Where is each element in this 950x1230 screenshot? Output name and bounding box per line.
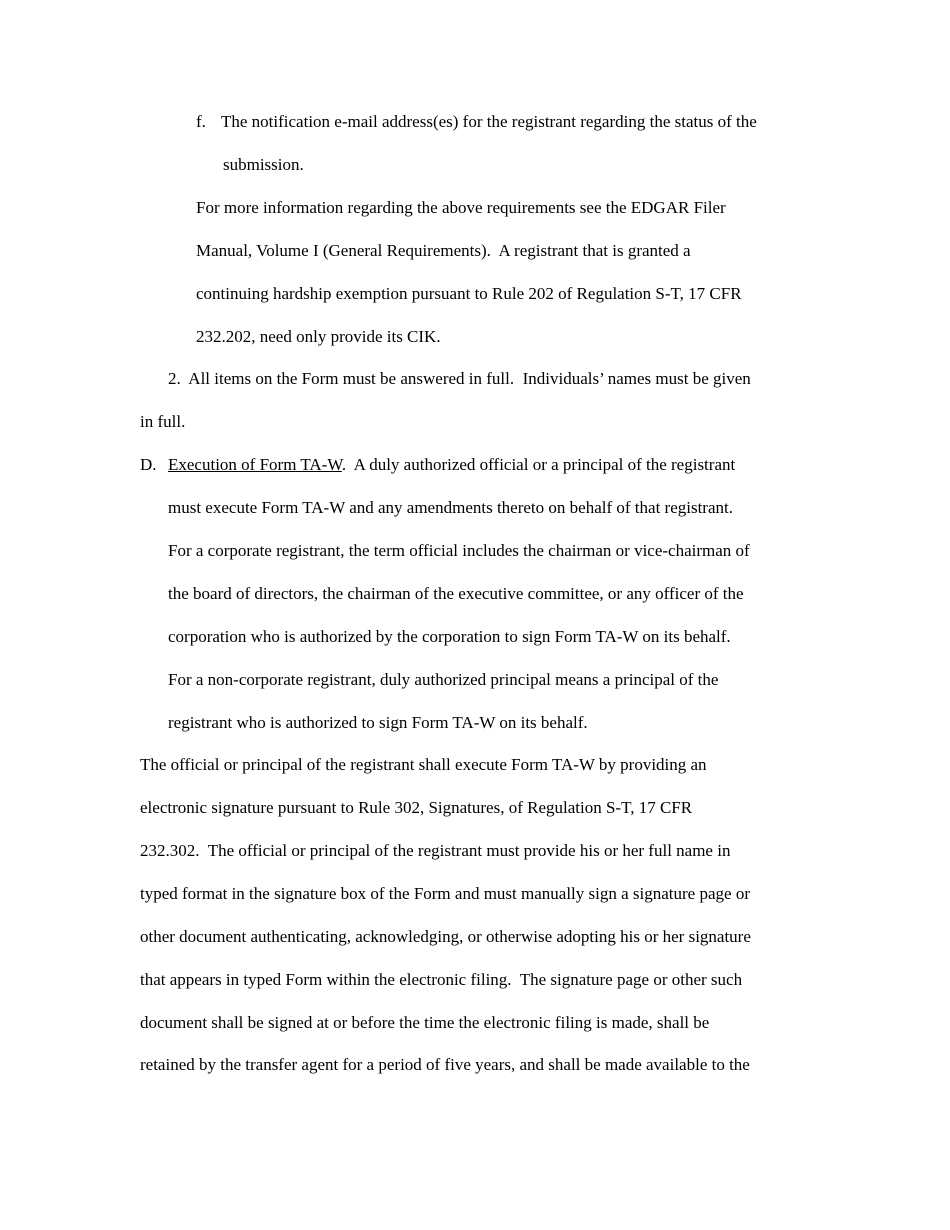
closing-line: retained by the transfer agent for a period of five years, and shall be made available to the <box>140 1055 750 1074</box>
closing-line: document shall be signed at or before the time the electronic filing is made, shall be <box>140 1013 710 1032</box>
closing-line: other document authenticating, acknowledging, or otherwise adopting his or her signature <box>140 927 751 946</box>
item-2-line-2: in full. <box>140 412 186 431</box>
section-d-marker: D. <box>140 455 157 474</box>
closing-line: The official or principal of the registrant shall execute Form TA-W by providing an <box>140 755 707 774</box>
section-d-line: the board of directors, the chairman of the executive committee, or any officer of the <box>168 584 744 603</box>
section-d-line: For a corporate registrant, the term official includes the chairman or vice-chairman of <box>168 541 750 560</box>
item-f-line-2: submission. <box>223 155 304 174</box>
closing-line: electronic signature pursuant to Rule 302, Signatures, of Regulation S-T, 17 CFR <box>140 798 693 817</box>
more-info-line: 232.202, need only provide its CIK. <box>196 327 441 346</box>
more-info-line: Manual, Volume I (General Requirements). A registrant that is granted a <box>196 241 691 260</box>
section-d-line: must execute Form TA-W and any amendments thereto on behalf of that registrant. <box>168 498 733 517</box>
closing-line: 232.302. The official or principal of the registrant must provide his or her full name in <box>140 841 731 860</box>
item-2-line-1: 2. All items on the Form must be answered in full. Individuals’ names must be given <box>168 369 751 388</box>
item-f-marker: f. <box>196 112 206 131</box>
section-d-line: For a non-corporate registrant, duly authorized principal means a principal of the <box>168 670 719 689</box>
closing-line: typed format in the signature box of the Form and must manually sign a signature page or <box>140 884 750 903</box>
closing-line: that appears in typed Form within the electronic filing. The signature page or other such <box>140 970 743 989</box>
more-info-line: continuing hardship exemption pursuant to Rule 202 of Regulation S-T, 17 CFR <box>196 284 742 303</box>
section-d-line-1-rest: . A duly authorized official or a principal of the registrant <box>341 455 736 474</box>
section-d-heading: Execution of Form TA-W <box>168 455 342 474</box>
section-d-first-line <box>168 455 735 475</box>
more-info-line: For more information regarding the above requirements see the EDGAR Filer <box>196 198 726 217</box>
section-d-line: corporation who is authorized by the corporation to sign Form TA-W on its behalf. <box>168 627 731 646</box>
item-f-line-1: The notification e-mail address(es) for the registrant regarding the status of the <box>221 112 757 131</box>
section-d-line: registrant who is authorized to sign Form TA-W on its behalf. <box>168 713 588 732</box>
